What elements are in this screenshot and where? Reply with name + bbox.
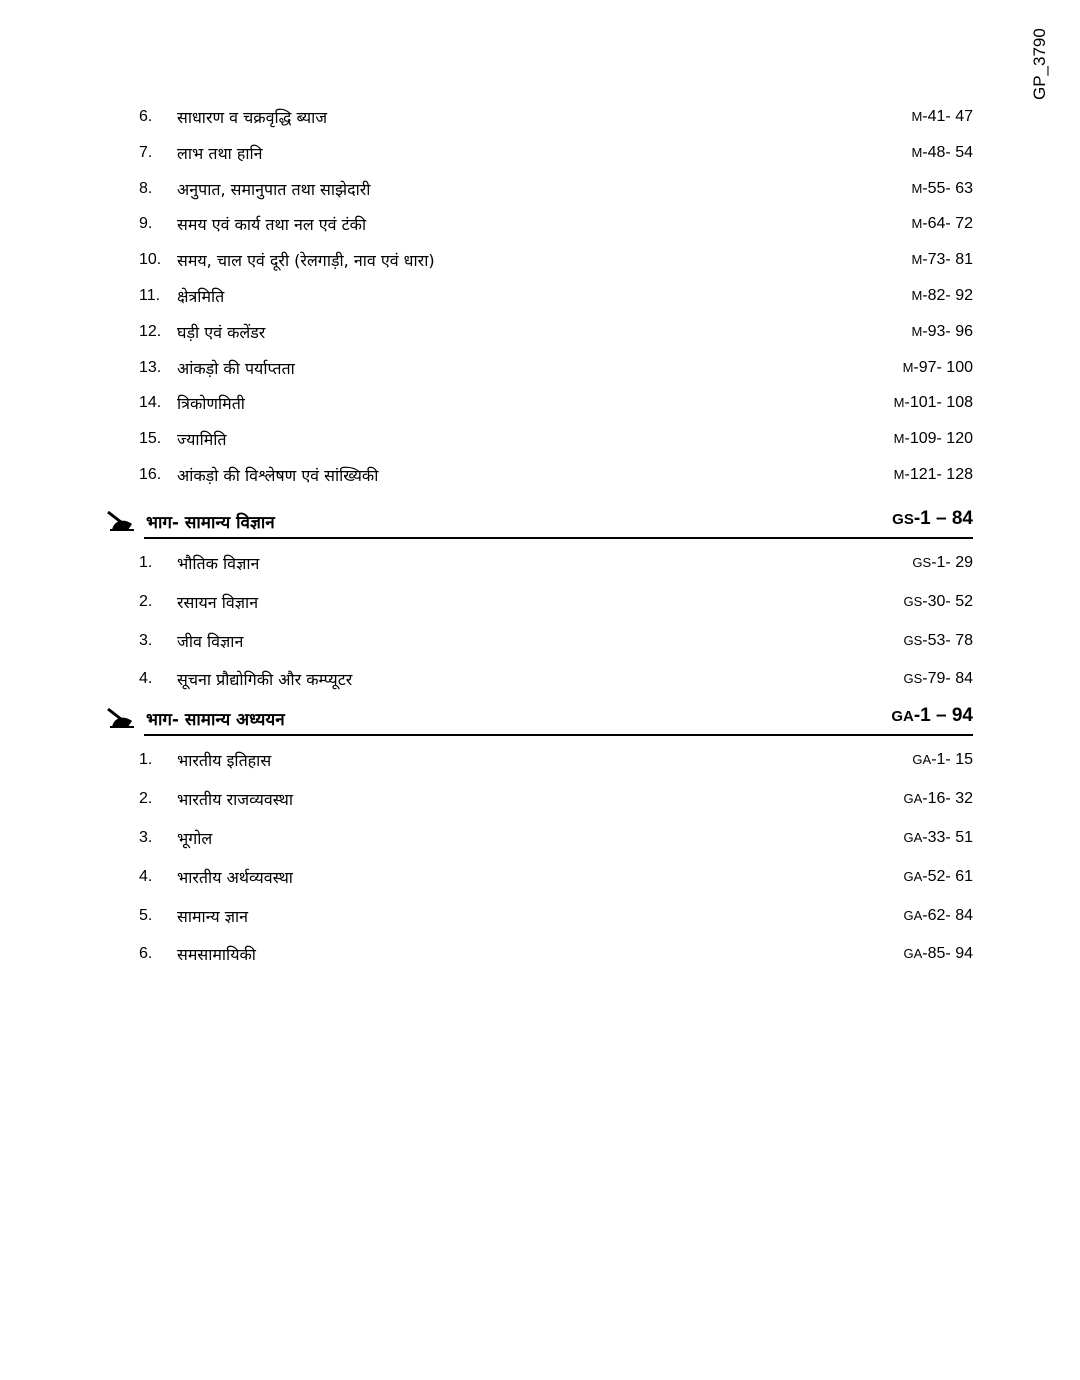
toc-row [139,213,973,235]
page-prefix: GA [903,908,923,923]
page-prefix: M [911,252,923,267]
page-prefix: M [911,216,923,231]
toc-row [139,464,973,486]
page-range [911,251,973,269]
item-title: अनुपात, समानुपात तथा साझेदारी [177,180,371,199]
page-numbers: -55- 63 [922,180,973,197]
page-range [894,394,973,412]
page-range [894,466,973,484]
page-prefix: M [911,145,923,160]
item-title: साधारण व चक्रवृद्धि ब्याज [177,108,328,127]
item-number: 2. [139,790,153,807]
item-number: 15. [139,430,162,447]
item-number: 13. [139,359,162,376]
page-range [904,907,974,925]
item-number: 9. [139,215,153,232]
item-title: भूगोल [177,829,213,848]
item-number: 14. [139,394,162,411]
item-number: 4. [139,868,153,885]
page-range [911,180,973,198]
section-header-general-science [106,508,973,538]
section-divider [144,734,973,736]
page-prefix: GS [903,594,923,609]
page-numbers: -101- 108 [904,394,973,411]
item-title: जीव विज्ञान [177,632,244,651]
page-prefix: M [911,109,923,124]
item-title: घड़ी एवं कलेंडर [177,323,266,342]
item-title: समय एवं कार्य तथा नल एवं टंकी [177,215,367,234]
item-title: भारतीय अर्थव्यवस्था [177,868,293,887]
page-range [911,215,973,233]
page-prefix: M [911,181,923,196]
toc-row [139,357,973,379]
toc-row [139,866,973,888]
item-title: सामान्य ज्ञान [177,907,249,926]
page-range [904,790,974,808]
page-range [904,829,974,847]
item-number: 6. [139,108,153,125]
section-page-range [891,705,973,727]
item-number: 3. [139,632,153,649]
item-number: 1. [139,554,153,571]
page-numbers: -53- 78 [922,632,973,649]
section-page-range [892,508,973,530]
item-number: 4. [139,670,153,687]
item-number: 1. [139,751,153,768]
item-title: आंकड़ो की पर्याप्तता [177,359,295,378]
page-range [912,554,973,572]
pen-writing-icon [106,510,136,534]
item-title: भारतीय इतिहास [177,751,272,770]
page-prefix: GA [903,946,923,961]
toc-row [139,428,973,450]
item-title: सूचना प्रौद्योगिकी और कम्प्यूटर [177,670,353,689]
page-numbers: -64- 72 [922,215,973,232]
toc-row [139,249,973,271]
item-number: 10. [139,251,162,268]
page-prefix: GS [903,633,923,648]
item-title: रसायन विज्ञान [177,593,259,612]
page-range [911,287,973,305]
page-prefix: GA [903,869,923,884]
item-title: समय, चाल एवं दूरी (रेलगाड़ी, नाव एवं धारा) [177,251,435,270]
page-numbers: -121- 128 [904,466,973,483]
item-title: भौतिक विज्ञान [177,554,260,573]
toc-row [139,178,973,200]
item-number: 6. [139,945,153,962]
item-number: 12. [139,323,162,340]
page-prefix: GS [912,555,932,570]
page-range [904,670,974,688]
page-prefix: GA [912,752,932,767]
item-number: 8. [139,180,153,197]
page-range [903,359,973,377]
toc-row [139,943,973,965]
item-title: ज्यामिति [177,430,227,449]
page-prefix: GA [903,791,923,806]
page-prefix: M [893,395,905,410]
item-number: 7. [139,144,153,161]
page-prefix: M [902,360,914,375]
page-range [911,108,973,126]
page-prefix: M [893,467,905,482]
page-prefix: GA [891,708,914,725]
toc-row [139,630,973,652]
toc-row [139,827,973,849]
item-title: त्रिकोणमिती [177,394,245,413]
page-numbers: -62- 84 [922,907,973,924]
section-heading: भाग- सामान्य विज्ञान [146,513,275,533]
toc-row [139,142,973,164]
item-number: 2. [139,593,153,610]
section-heading: भाग- सामान्य अध्ययन [146,710,285,730]
item-title: क्षेत्रमिति [177,287,225,306]
page-numbers: -52- 61 [922,868,973,885]
page-range [904,632,974,650]
page-range [904,868,974,886]
page-range [904,593,974,611]
page-numbers: -1 – 94 [913,705,973,726]
page-numbers: -82- 92 [922,287,973,304]
page-range [912,751,973,769]
item-number: 16. [139,466,162,483]
page-numbers: -1- 15 [931,751,973,768]
page-numbers: -97- 100 [913,359,973,376]
section-header-general-studies [106,705,973,735]
toc-row [139,749,973,771]
page-numbers: -1- 29 [931,554,973,571]
page-range [911,144,973,162]
page-range [894,430,973,448]
toc-row [139,392,973,414]
toc-row [139,106,973,128]
document-code: GP_3790 [1030,28,1049,100]
page-numbers: -41- 47 [922,108,973,125]
page-numbers: -85- 94 [922,945,973,962]
toc-row [139,285,973,307]
page-prefix: M [911,324,923,339]
item-number: 11. [139,287,161,304]
page-numbers: -16- 32 [922,790,973,807]
page-numbers: -79- 84 [922,670,973,687]
section-divider [144,537,973,539]
pen-writing-icon [106,707,136,731]
toc-row [139,668,973,690]
page-prefix: M [911,288,923,303]
item-number: 5. [139,907,153,924]
toc-row [139,591,973,613]
item-title: भारतीय राजव्यवस्था [177,790,294,809]
page-range [904,945,974,963]
page-numbers: -33- 51 [922,829,973,846]
item-title: आंकड़ो की विश्लेषण एवं सांख्यिकी [177,466,379,485]
page-numbers: -30- 52 [922,593,973,610]
page-numbers: -109- 120 [904,430,973,447]
page-prefix: GS [903,671,923,686]
page-prefix: GA [903,830,923,845]
item-title: समसामायिकी [177,945,256,964]
page-range [911,323,973,341]
toc-row [139,552,973,574]
item-number: 3. [139,829,153,846]
item-title: लाभ तथा हानि [177,144,263,163]
toc-row [139,788,973,810]
page-numbers: -93- 96 [922,323,973,340]
page-numbers: -73- 81 [922,251,973,268]
page-prefix: M [893,431,905,446]
page-numbers: -1 – 84 [913,508,973,529]
toc-row [139,905,973,927]
page-numbers: -48- 54 [922,144,973,161]
page-prefix: GS [892,511,914,528]
toc-row [139,321,973,343]
